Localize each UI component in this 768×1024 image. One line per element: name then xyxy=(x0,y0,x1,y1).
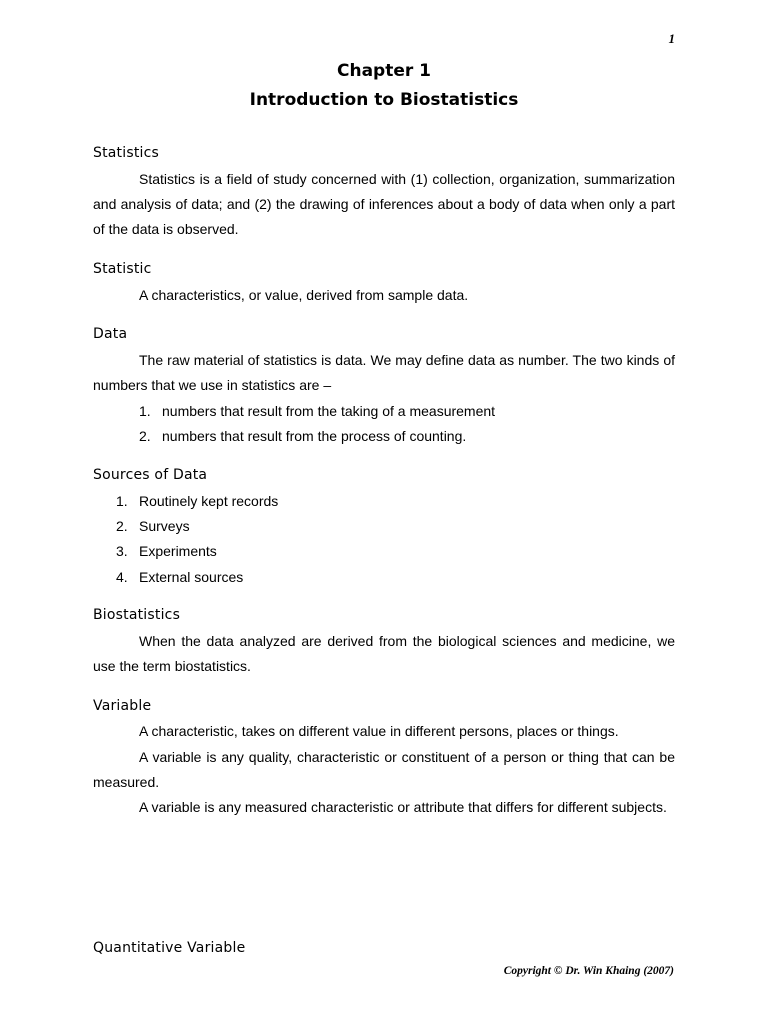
paragraph-variable-1 xyxy=(93,719,675,744)
heading-quantitative-variable: Quantitative Variable xyxy=(93,940,246,956)
copyright-footer: Copyright © Dr. Win Khaing (2007) xyxy=(503,965,674,977)
chapter-title: Introduction to Biostatistics xyxy=(249,90,519,110)
paragraph-biostatistics-text: When the data analyzed are derived from the biological sciences and medicine, we use the term biostatistics. xyxy=(93,633,675,674)
paragraph-statistics-text: Statistics is a field of study concerned with (1) collection, organization, summarization and analysis of data; and (2) the drawing of inferences about a body of data when only a part of the data is observed. xyxy=(93,171,675,237)
page-number: 1 xyxy=(668,31,675,46)
list-item-number: 2. xyxy=(139,428,151,444)
list-item-text: numbers that result from the taking of a measurement xyxy=(162,403,496,419)
paragraph-statistics xyxy=(93,167,675,242)
heading-sources-of-data: Sources of Data xyxy=(93,467,208,483)
paragraph-statistic xyxy=(93,283,675,308)
list-item-number: 1. xyxy=(116,493,128,509)
heading-variable: Variable xyxy=(93,698,152,714)
paragraph-variable-2-text: A variable is any quality, characteristic or constituent of a person or thing that can be measured. xyxy=(93,749,675,790)
paragraph-variable-1-text: A characteristic, takes on different value in different persons, places or things. xyxy=(139,723,619,739)
heading-statistic: Statistic xyxy=(93,261,152,277)
paragraph-statistic-text: A characteristics, or value, derived from sample data. xyxy=(139,287,469,303)
heading-biostatistics: Biostatistics xyxy=(93,607,181,623)
list-item-text: Surveys xyxy=(139,518,190,534)
heading-statistics: Statistics xyxy=(93,145,159,161)
paragraph-data-text: The raw material of statistics is data. We may define data as number. The two kinds of numbers that we use in statistics are – xyxy=(93,352,675,393)
paragraph-biostatistics xyxy=(93,629,675,679)
list-item-text: Routinely kept records xyxy=(139,493,279,509)
list-item-number: 4. xyxy=(116,569,128,585)
list-item xyxy=(116,569,243,585)
list-item-text: Experiments xyxy=(139,543,217,559)
list-item xyxy=(139,403,495,419)
list-item xyxy=(139,428,466,444)
list-item xyxy=(116,543,217,559)
paragraph-variable-3 xyxy=(93,795,675,820)
paragraph-variable-3-text: A variable is any measured characteristic or attribute that differs for different subjects. xyxy=(139,799,667,815)
list-item-text: numbers that result from the process of counting. xyxy=(162,428,467,444)
list-item-number: 2. xyxy=(116,518,128,534)
paragraph-variable-2 xyxy=(93,745,675,795)
list-item xyxy=(116,518,190,534)
heading-data: Data xyxy=(93,326,128,342)
list-item-number: 3. xyxy=(116,543,128,559)
chapter-label: Chapter 1 xyxy=(336,61,431,81)
list-item xyxy=(116,493,278,509)
list-item-number: 1. xyxy=(139,403,151,419)
paragraph-data xyxy=(93,348,675,398)
list-item-text: External sources xyxy=(139,569,244,585)
